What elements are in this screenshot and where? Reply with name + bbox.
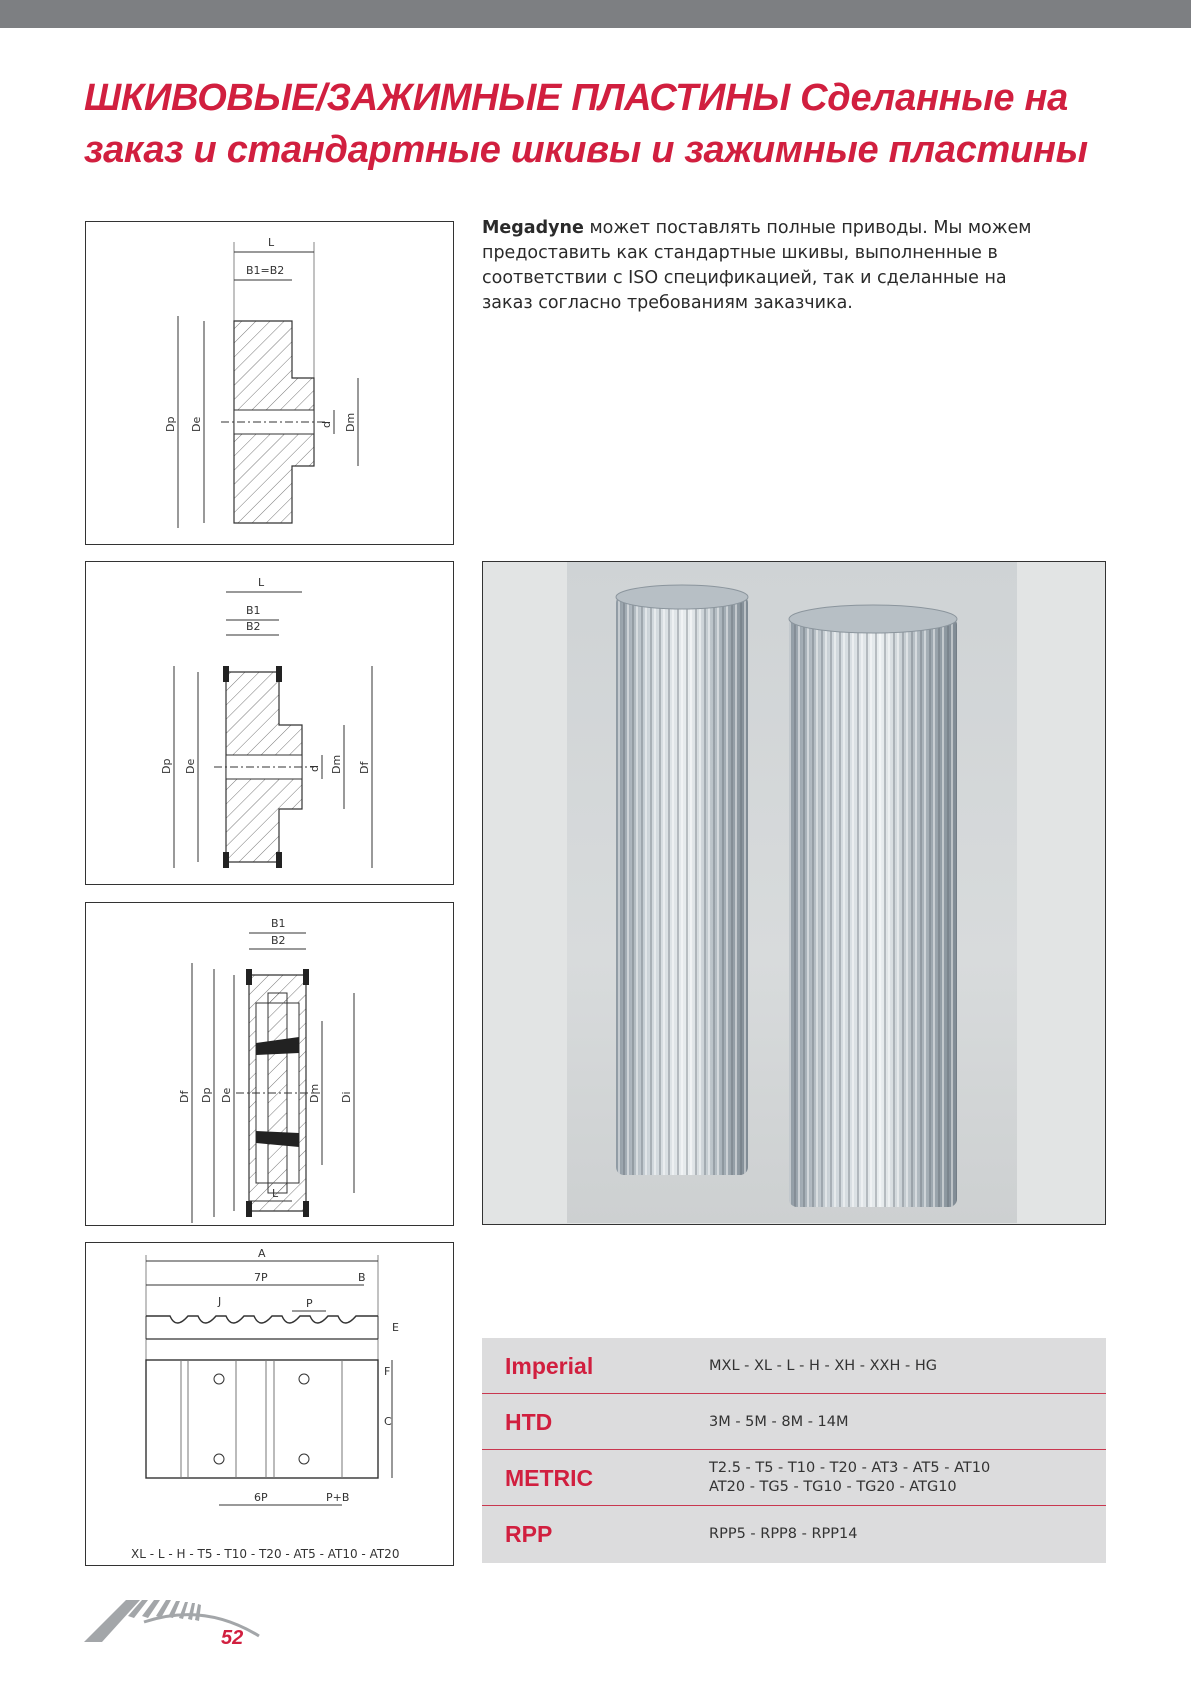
pulley-cylinders-image (483, 562, 1104, 1223)
dim-Dp: Dp (164, 416, 177, 432)
page-title (84, 72, 1164, 176)
table-row (482, 1338, 1106, 1394)
row-value-line1: T2.5 - T5 - T10 - T20 - AT3 - AT5 - AT10 (709, 1460, 991, 1476)
title-line2: заказ и стандартные шкивы и зажимные пластины (84, 129, 1088, 171)
dim-Dp: Dp (160, 758, 173, 774)
dim-P: P (306, 1297, 313, 1310)
dim-Dm: Dm (308, 1083, 321, 1103)
dim-L: L (268, 236, 275, 249)
plate-caption: XL - L - H - T5 - T10 - T20 - AT5 - AT10 - AT20 (131, 1547, 400, 1561)
dim-B1: B1 (271, 917, 286, 930)
dim-L: L (258, 576, 265, 589)
table-row (482, 1450, 1106, 1506)
dim-Df: Df (358, 761, 371, 774)
drawing-clamping-plate (85, 1242, 454, 1566)
top-bar (0, 0, 1191, 28)
row-value-line2: AT20 - TG5 - TG10 - TG20 - ATG10 (709, 1479, 957, 1495)
dim-Dp: Dp (200, 1087, 213, 1103)
belt-profile-table (482, 1338, 1106, 1563)
title-bold: ШКИВОВЫЕ/ЗАЖИМНЫЕ ПЛАСТИНЫ (84, 77, 790, 119)
drawing-pulley-flanged (85, 561, 454, 885)
dim-E: E (392, 1321, 399, 1334)
drawing-pulley-taperlock (85, 902, 454, 1226)
dim-De: De (220, 1087, 233, 1103)
dim-Di: Di (340, 1091, 353, 1103)
dim-B: B1=B2 (246, 264, 285, 277)
intro-text: может поставлять полные приводы. Мы можем предоставить как стандартные шкивы, выполненные в соответствии с ISO спецификацией, так и сделанные на заказ согласно требованиям заказчика. (482, 218, 1032, 313)
dim-F: F (384, 1365, 391, 1378)
dim-De: De (184, 758, 197, 774)
dim-Df: Df (178, 1090, 191, 1103)
row-label: RPP (505, 1521, 553, 1547)
row-label: METRIC (505, 1465, 594, 1491)
dim-L: L (272, 1187, 279, 1200)
dim-B: B (358, 1271, 366, 1284)
dim-B2: B2 (246, 620, 261, 633)
row-value: 3M - 5M - 8M - 14M (709, 1413, 849, 1430)
table-row (482, 1506, 1106, 1563)
dim-C: C (384, 1415, 392, 1428)
row-value: MXL - XL - L - H - XH - XXH - HG (709, 1357, 937, 1374)
brand-name: Megadyne (482, 218, 584, 238)
dim-Dm: Dm (330, 754, 343, 774)
dim-d: d (320, 421, 333, 428)
dim-d: d (308, 765, 321, 772)
drawing-pulley-single (85, 221, 454, 545)
row-value: RPP5 - RPP8 - RPP14 (709, 1525, 858, 1542)
dim-J: J (218, 1295, 222, 1308)
product-photo (482, 561, 1106, 1225)
dim-7P: 7P (254, 1271, 268, 1284)
title-rest: Сделанные на (789, 77, 1068, 119)
dim-PB: P+B (326, 1491, 350, 1504)
row-label: HTD (505, 1409, 553, 1435)
dim-De: De (190, 416, 203, 432)
dim-B2: B2 (271, 934, 286, 947)
dim-A: A (258, 1247, 266, 1260)
row-label: Imperial (505, 1353, 594, 1379)
dim-B1: B1 (246, 604, 261, 617)
page-number: 52 (221, 1627, 244, 1649)
table-row (482, 1394, 1106, 1450)
dim-6P: 6P (254, 1491, 268, 1504)
intro-paragraph (482, 216, 1052, 316)
dim-Dm: Dm (344, 412, 357, 432)
row-value (709, 1450, 990, 1506)
